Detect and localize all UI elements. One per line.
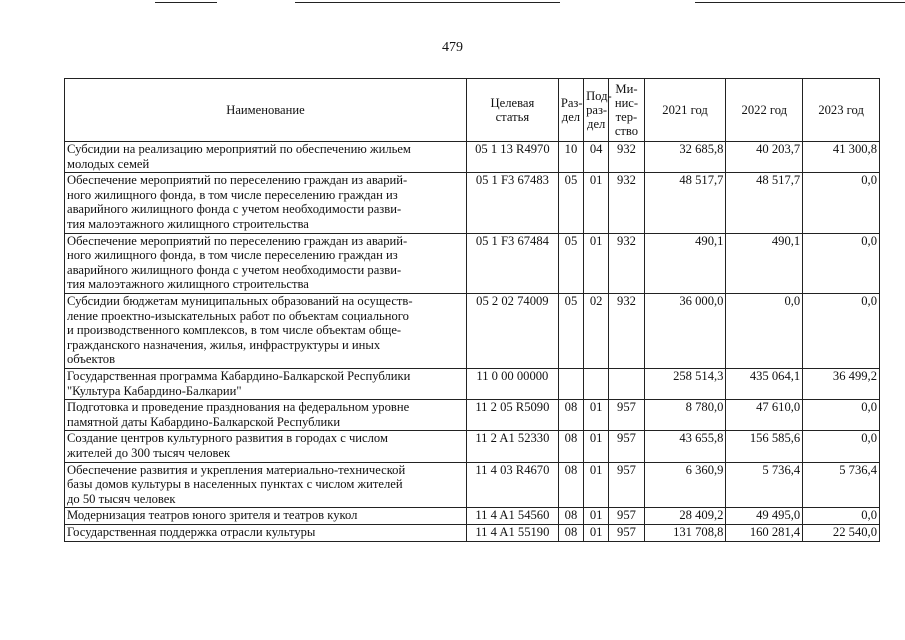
- row-name: [65, 173, 467, 233]
- header-year-2022: 2022 год: [726, 79, 803, 142]
- table-row: [65, 293, 880, 368]
- row-target-article: 05 1 F3 67483: [466, 173, 558, 233]
- row-amount-2022: 435 064,1: [726, 368, 803, 399]
- header-year-2023: 2023 год: [803, 79, 880, 142]
- row-amount-2022: 40 203,7: [726, 142, 803, 173]
- row-ministry: 957: [609, 524, 644, 541]
- header-name: Наименование: [65, 79, 467, 142]
- row-name-line: Создание центров культурного развития в городах с числом: [67, 431, 388, 446]
- row-subsection: 01: [584, 462, 609, 508]
- header-section: [558, 79, 583, 142]
- row-amount-2023: 36 499,2: [803, 368, 880, 399]
- row-subsection: 01: [584, 431, 609, 462]
- row-amount-2022: 49 495,0: [726, 508, 803, 525]
- header-line: раз-: [586, 103, 608, 117]
- page-number: 479: [442, 40, 463, 55]
- table-row: [65, 400, 880, 431]
- row-name-line: Обеспечение мероприятий по переселению граждан из аварий-: [67, 173, 408, 188]
- row-name-line: Подготовка и проведение празднования на федеральном уровне: [67, 400, 410, 415]
- row-amount-2022: 47 610,0: [726, 400, 803, 431]
- row-ministry: 957: [609, 462, 644, 508]
- row-ministry: [609, 368, 644, 399]
- row-name: [65, 462, 467, 508]
- row-section: 10: [558, 142, 583, 173]
- top-rule-left: [155, 2, 217, 3]
- table-row: [65, 462, 880, 508]
- row-target-article: 11 4 A1 55190: [466, 524, 558, 541]
- row-name-line: Модернизация театров юного зрителя и театров кукол: [67, 508, 358, 523]
- row-target-article: 05 1 F3 67484: [466, 233, 558, 293]
- row-ministry: 932: [609, 173, 644, 233]
- row-subsection: 01: [584, 400, 609, 431]
- row-subsection: 02: [584, 293, 609, 368]
- row-subsection: [584, 368, 609, 399]
- row-target-article: 11 2 05 R5090: [466, 400, 558, 431]
- row-section: 08: [558, 462, 583, 508]
- row-target-article: 05 2 02 74009: [466, 293, 558, 368]
- row-name-line: тия малоэтажного жилищного строительства: [67, 216, 309, 231]
- row-name: [65, 508, 467, 525]
- row-target-article: 11 2 A1 52330: [466, 431, 558, 462]
- row-amount-2021: 43 655,8: [644, 431, 726, 462]
- header-line: Ми-: [615, 82, 638, 96]
- row-amount-2021: 48 517,7: [644, 173, 726, 233]
- table-row: [65, 508, 880, 525]
- row-amount-2023: 41 300,8: [803, 142, 880, 173]
- row-amount-2021: 32 685,8: [644, 142, 726, 173]
- row-subsection: 01: [584, 508, 609, 525]
- row-amount-2021: 8 780,0: [644, 400, 726, 431]
- row-name: [65, 142, 467, 173]
- header-subsection: [584, 79, 612, 142]
- row-name-line: аварийного жилищного фонда с учетом необходимости разви-: [67, 202, 402, 217]
- table-body: [65, 142, 880, 542]
- row-amount-2023: 0,0: [803, 508, 880, 525]
- row-name-line: ление проектно-изыскательных работ по объектам социального: [67, 308, 409, 323]
- row-name-line: Обеспечение мероприятий по переселению граждан из аварий-: [67, 233, 408, 248]
- row-name-line: гражданского назначения, жилья, инфраструктуры и иных: [67, 337, 381, 352]
- row-section: 05: [558, 293, 583, 368]
- row-name-line: аварийного жилищного фонда с учетом необходимости разви-: [67, 262, 402, 277]
- row-amount-2021: 28 409,2: [644, 508, 726, 525]
- row-target-article: 05 1 13 R4970: [466, 142, 558, 173]
- row-name-line: Субсидии на реализацию мероприятий по обеспечению жильем: [67, 142, 411, 156]
- row-name-line: Субсидии бюджетам муниципальных образований на осуществ-: [67, 293, 413, 308]
- row-target-article: 11 4 03 R4670: [466, 462, 558, 508]
- row-amount-2023: 0,0: [803, 233, 880, 293]
- header-line: дел: [561, 110, 581, 124]
- row-name: [65, 524, 467, 541]
- row-name-line: жителей до 300 тысяч человек: [67, 445, 231, 460]
- row-name-line: ного жилищного фонда, в том числе переселению граждан из: [67, 248, 398, 263]
- row-amount-2021: 490,1: [644, 233, 726, 293]
- header-line: статья: [495, 110, 530, 124]
- header-line: Раз-: [560, 96, 583, 110]
- row-target-article: 11 0 00 00000: [466, 368, 558, 399]
- row-amount-2021: 258 514,3: [644, 368, 726, 399]
- row-section: [558, 368, 583, 399]
- row-name-line: до 50 тысяч человек: [67, 491, 176, 506]
- row-amount-2022: 156 585,6: [726, 431, 803, 462]
- header-line: Целевая: [490, 96, 535, 110]
- row-amount-2022: 490,1: [726, 233, 803, 293]
- row-section: 08: [558, 524, 583, 541]
- header-ministry: [609, 79, 644, 142]
- row-amount-2023: 0,0: [803, 173, 880, 233]
- row-name-line: тия малоэтажного жилищного строительства: [67, 277, 309, 292]
- budget-table: [64, 78, 880, 542]
- row-subsection: 01: [584, 173, 609, 233]
- table-row: [65, 173, 880, 233]
- row-amount-2021: 36 000,0: [644, 293, 726, 368]
- row-name-line: Обеспечение развития и укрепления материально-технической: [67, 462, 406, 477]
- table-row: [65, 233, 880, 293]
- row-name-line: памятной даты Кабардино-Балкарской Республики: [67, 414, 341, 429]
- top-rule-right: [695, 2, 905, 3]
- row-name: [65, 233, 467, 293]
- row-subsection: 01: [584, 524, 609, 541]
- header-line: нис-: [614, 96, 639, 110]
- row-amount-2023: 5 736,4: [803, 462, 880, 508]
- table-header-row: [65, 79, 880, 142]
- table-row: [65, 368, 880, 399]
- row-name-line: объектов: [67, 352, 116, 367]
- row-name-line: и производственного комплексов, в том числе объектам обще-: [67, 323, 402, 338]
- row-ministry: 957: [609, 508, 644, 525]
- row-amount-2022: 48 517,7: [726, 173, 803, 233]
- table-row: [65, 431, 880, 462]
- row-name: [65, 431, 467, 462]
- row-amount-2022: 5 736,4: [726, 462, 803, 508]
- row-ministry: 957: [609, 400, 644, 431]
- row-name-line: молодых семей: [67, 156, 150, 171]
- row-amount-2021: 131 708,8: [644, 524, 726, 541]
- row-ministry: 932: [609, 293, 644, 368]
- row-name-line: Государственная программа Кабардино-Балкарской Республики: [67, 368, 411, 383]
- row-subsection: 01: [584, 233, 609, 293]
- table-row: [65, 142, 880, 173]
- row-ministry: 932: [609, 233, 644, 293]
- row-ministry: 932: [609, 142, 644, 173]
- row-section: 08: [558, 431, 583, 462]
- row-name-line: базы домов культуры в населенных пунктах с числом жителей: [67, 477, 403, 492]
- row-amount-2022: 0,0: [726, 293, 803, 368]
- row-name: [65, 368, 467, 399]
- top-rule-middle: [295, 2, 560, 3]
- row-amount-2023: 0,0: [803, 293, 880, 368]
- row-subsection: 04: [584, 142, 609, 173]
- table-row: [65, 524, 880, 541]
- row-name: [65, 400, 467, 431]
- row-ministry: 957: [609, 431, 644, 462]
- row-name: [65, 293, 467, 368]
- row-section: 08: [558, 400, 583, 431]
- header-year-2021: 2021 год: [644, 79, 726, 142]
- row-amount-2021: 6 360,9: [644, 462, 726, 508]
- row-section: 08: [558, 508, 583, 525]
- row-target-article: 11 4 A1 54560: [466, 508, 558, 525]
- header-line: дел: [587, 117, 606, 131]
- row-section: 05: [558, 233, 583, 293]
- row-amount-2023: 0,0: [803, 400, 880, 431]
- row-name-line: "Культура Кабардино-Балкарии": [67, 383, 242, 398]
- row-amount-2022: 160 281,4: [726, 524, 803, 541]
- row-amount-2023: 22 540,0: [803, 524, 880, 541]
- row-section: 05: [558, 173, 583, 233]
- header-line: ство: [614, 124, 639, 138]
- row-amount-2023: 0,0: [803, 431, 880, 462]
- header-line: Под-: [586, 89, 612, 103]
- header-target-article: [466, 79, 558, 142]
- header-line: тер-: [615, 110, 638, 124]
- row-name-line: Государственная поддержка отрасли культуры: [67, 524, 316, 539]
- row-name-line: ного жилищного фонда, в том числе переселению граждан из: [67, 187, 398, 202]
